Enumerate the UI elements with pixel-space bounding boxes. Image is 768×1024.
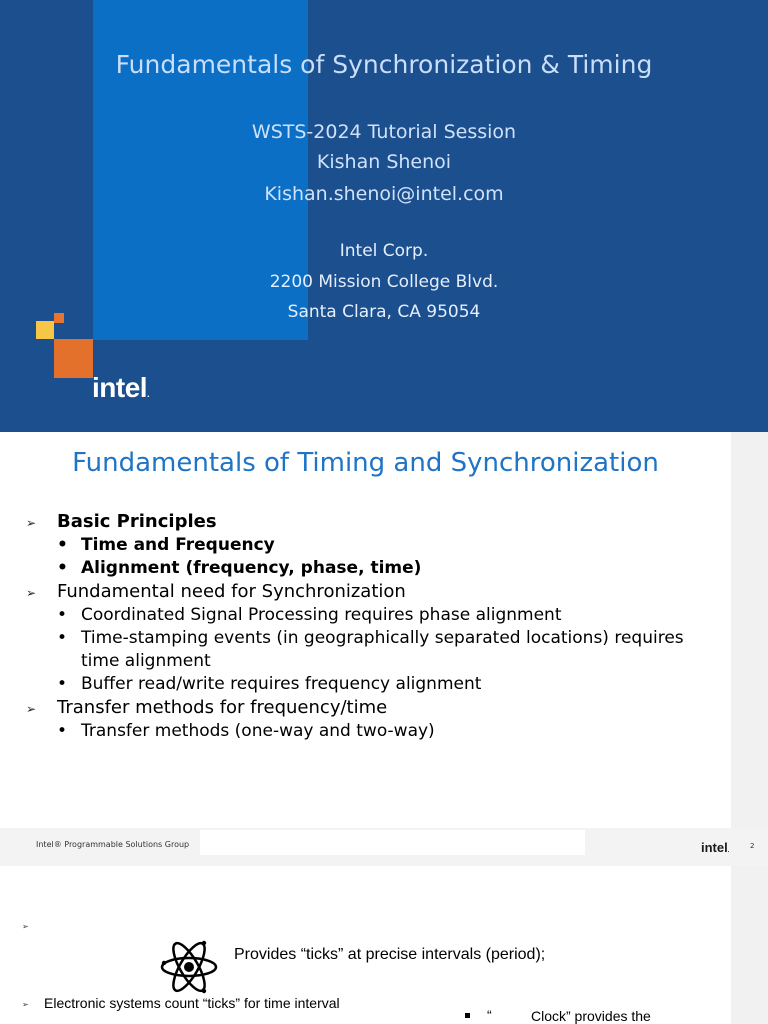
footer-group-name: Intel® Programmable Solutions Group <box>36 840 190 849</box>
intel-logo <box>701 840 729 855</box>
bullet-text: Transfer methods for frequency/time <box>57 697 388 718</box>
sub-bullet-text: Coordinated Signal Processing requires phase alignment <box>81 605 562 625</box>
sub-bullet-text: Buffer read/write requires frequency alignment <box>81 674 482 694</box>
title-slide <box>0 0 768 432</box>
bullet-basic-principles <box>0 510 720 534</box>
footer-blank-box <box>200 830 585 855</box>
clock-description: Clock” provides the <box>531 1008 651 1024</box>
open-quote: “ <box>487 1007 492 1023</box>
intel-logo-text: intel <box>92 372 148 403</box>
sub-bullet-alignment <box>0 557 720 580</box>
bullet-list <box>0 510 720 743</box>
address-line-2: Santa Clara, CA 95054 <box>287 302 481 322</box>
count-description: Electronic systems count “ticks” for time interval <box>44 995 340 1011</box>
intel-logo-text: intel <box>701 840 728 855</box>
agenda-slide <box>0 432 768 866</box>
sub-bullet-text: Time-stamping events (in geographically separated locations) requires time alignment <box>81 628 684 671</box>
sub-bullet-text: Transfer methods (one-way and two-way) <box>81 721 435 741</box>
presenter-name: Kishan Shenoi <box>316 151 452 173</box>
slide-title: Fundamentals of Timing and Synchronization <box>72 448 659 478</box>
round-bullet-icon: • <box>57 535 68 555</box>
sub-bullet-time-frequency <box>0 534 720 557</box>
bullet-transfer-methods <box>0 696 720 720</box>
bullet-fundamental-need <box>0 580 720 604</box>
round-bullet-icon: • <box>57 721 68 741</box>
side-strip <box>731 432 768 866</box>
decor-square-yellow <box>36 321 54 339</box>
sub-bullet-buffer <box>0 673 720 696</box>
sub-bullet-text: Time and Frequency <box>81 535 275 555</box>
arrowhead-bullet-icon: ➢ <box>26 516 37 530</box>
slide-footer <box>0 828 768 866</box>
intel-logo-mark: . <box>147 389 150 399</box>
arrowhead-bullet-icon: ➢ <box>22 1000 29 1009</box>
session-name: WSTS-2024 Tutorial Session <box>251 121 517 143</box>
round-bullet-icon: • <box>57 674 68 694</box>
atom-icon <box>160 938 218 996</box>
intel-logo-mark: . <box>727 848 730 854</box>
intel-logo <box>92 372 149 404</box>
sub-bullet-one-two-way <box>0 720 720 743</box>
sub-bullet-time-stamping <box>0 627 720 673</box>
presenter-email: Kishan.shenoi@intel.com <box>264 183 504 205</box>
round-bullet-icon: • <box>57 605 68 625</box>
clock-slide <box>0 866 768 1024</box>
sub-bullet-signal-processing <box>0 604 720 627</box>
bullet-text: Fundamental need for Synchronization <box>57 581 406 602</box>
round-bullet-icon: • <box>57 628 68 648</box>
arrowhead-bullet-icon: ➢ <box>26 702 37 716</box>
round-bullet-icon: • <box>57 558 68 578</box>
arrowhead-bullet-icon: ➢ <box>22 922 29 931</box>
page-number: 2 <box>750 842 755 850</box>
bullet-text: Basic Principles <box>57 511 217 532</box>
square-bullet-icon <box>465 1013 470 1018</box>
decor-square-orange-large <box>54 339 93 378</box>
side-strip <box>731 866 768 1024</box>
arrowhead-bullet-icon: ➢ <box>26 586 37 600</box>
sub-bullet-text: Alignment (frequency, phase, time) <box>81 558 422 578</box>
slide-title: Fundamentals of Synchronization & Timing <box>115 50 653 79</box>
ticks-description: Provides “ticks” at precise intervals (period); <box>234 946 546 963</box>
company-name: Intel Corp. <box>339 241 429 261</box>
address-line-1: 2200 Mission College Blvd. <box>269 272 499 292</box>
decor-square-orange-small <box>54 313 64 323</box>
